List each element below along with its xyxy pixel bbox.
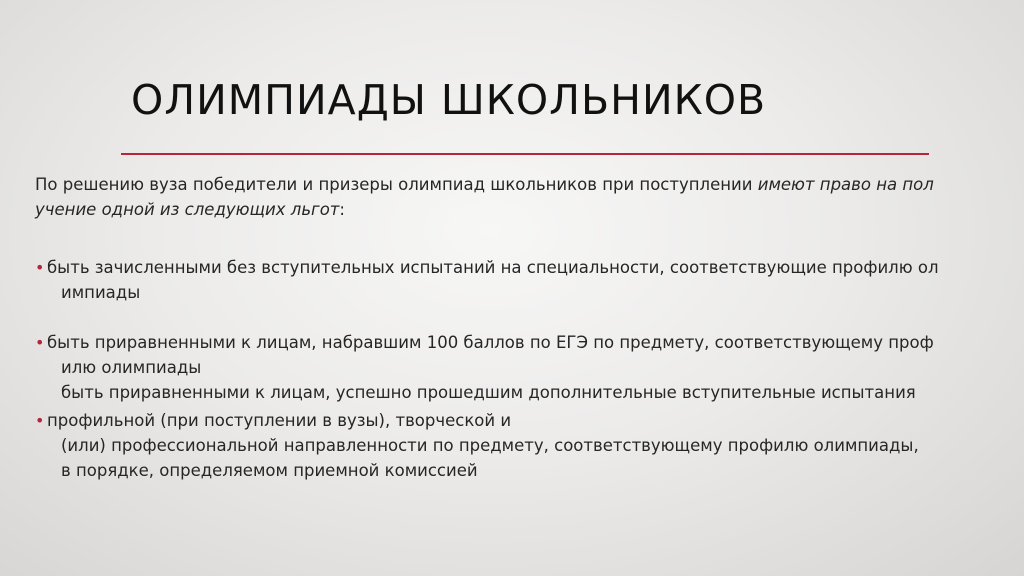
intro-emphasis: имеют право на пол [757,175,934,194]
bullet-item-3 [35,408,1005,433]
bullet-marker: • [35,333,45,352]
bullet-2-subline: быть приравненными к лицам, успешно прошедшим дополнительные вступительные испытания [61,383,916,402]
slide-title: ОЛИМПИАДЫ ШКОЛЬНИКОВ [131,76,767,124]
slide-body [35,172,1005,483]
intro-text: По решению вуза победители и призеры олимпиад школьников при поступлении [35,175,758,194]
bullet-3-line-1: профильной (при поступлении в вузы), творческой и [47,411,512,430]
intro-emphasis-cont: учение одной из следующих льгот [35,200,340,219]
bullet-2-continuation: илю олимпиады [61,358,202,377]
bullet-item-2 [35,330,1005,355]
bullet-1-line-1: быть зачисленными без вступительных испытаний на специальности, соответствующие профилю ол [47,258,939,277]
bullet-2-line-1: быть приравненными к лицам, набравшим 100 баллов по ЕГЭ по предмету, соответствующему проф [47,333,934,352]
intro-colon: : [339,200,345,219]
intro-line-2 [35,197,1005,222]
bullet-1-continuation: импиады [61,283,141,302]
bullet-3-line-3: в порядке, определяемом приемной комиссией [61,461,478,480]
bullet-marker: • [35,258,45,277]
intro-line-1 [35,172,1005,197]
bullet-3-line-2: (или) профессиональной направленности по предмету, соответствующему профилю олимпиады, [61,436,919,455]
bullet-item-1 [35,255,1005,280]
title-divider [121,153,929,155]
bullet-marker: • [35,411,45,430]
